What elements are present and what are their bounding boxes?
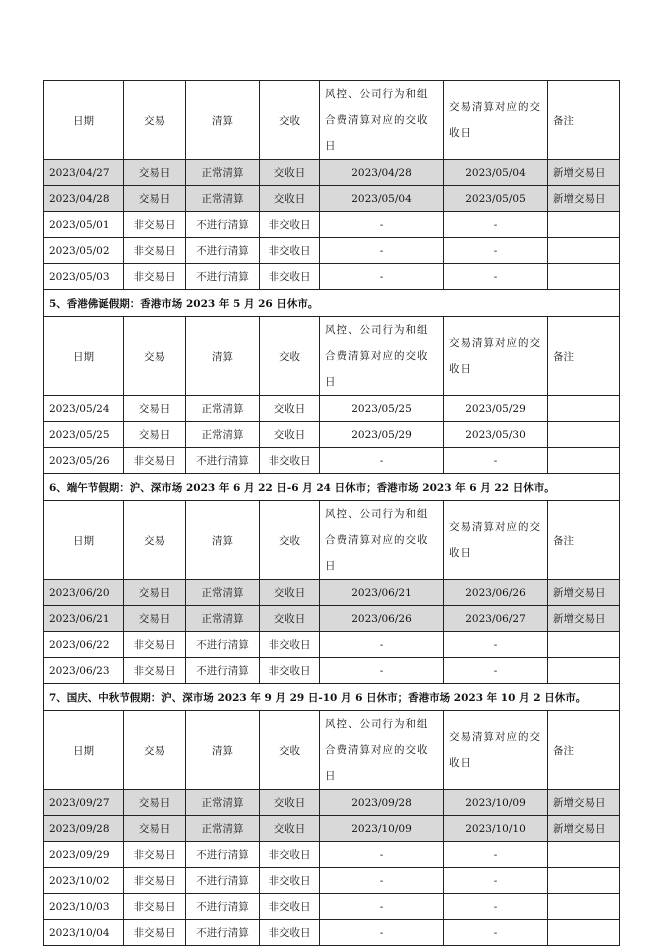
- cell-tradeclear: -: [444, 632, 548, 658]
- header-risk: 风控、公司行为和组合费清算对应的交收日: [320, 81, 444, 160]
- cell-tradeclear: 2023/05/05: [444, 186, 548, 212]
- cell-date: 2023/10/02: [44, 868, 124, 894]
- cell-settle: 交收日: [260, 606, 320, 632]
- cell-note: [548, 632, 620, 658]
- table-row: [44, 606, 620, 632]
- header-tradeclear: 交易清算对应的交收日: [444, 711, 548, 790]
- cell-risk: -: [320, 448, 444, 474]
- section-title-row: [44, 684, 620, 711]
- cell-trade: 交易日: [124, 160, 186, 186]
- header-note: 备注: [548, 317, 620, 396]
- cell-settle: 非交收日: [260, 238, 320, 264]
- cell-settle: 交收日: [260, 790, 320, 816]
- cell-tradeclear: -: [444, 658, 548, 684]
- cell-date: 2023/06/23: [44, 658, 124, 684]
- table-row: [44, 264, 620, 290]
- cell-tradeclear: 2023/06/27: [444, 606, 548, 632]
- section-title: 6、端午节假期：沪、深市场 2023 年 6 月 22 日-6 月 24 日休市；香港市场 2023 年 6 月 22 日休市。: [44, 474, 620, 501]
- header-clearing: 清算: [186, 317, 260, 396]
- header-row: [44, 317, 620, 396]
- cell-trade: 交易日: [124, 606, 186, 632]
- cell-settle: 非交收日: [260, 868, 320, 894]
- table-row: [44, 448, 620, 474]
- table-row: [44, 816, 620, 842]
- header-risk: 风控、公司行为和组合费清算对应的交收日: [320, 501, 444, 580]
- cell-note: 新增交易日: [548, 606, 620, 632]
- cell-note: [548, 868, 620, 894]
- cell-clearing: 正常清算: [186, 790, 260, 816]
- cell-trade: 非交易日: [124, 212, 186, 238]
- header-row: [44, 711, 620, 790]
- cell-clearing: 不进行清算: [186, 868, 260, 894]
- header-clearing: 清算: [186, 81, 260, 160]
- cell-date: 2023/04/28: [44, 186, 124, 212]
- cell-settle: 交收日: [260, 422, 320, 448]
- table-row: [44, 186, 620, 212]
- cell-clearing: 不进行清算: [186, 212, 260, 238]
- cell-date: 2023/05/01: [44, 212, 124, 238]
- cell-clearing: 不进行清算: [186, 920, 260, 946]
- cell-note: 新增交易日: [548, 816, 620, 842]
- cell-note: 新增交易日: [548, 790, 620, 816]
- cell-clearing: 正常清算: [186, 186, 260, 212]
- table-row: [44, 868, 620, 894]
- cell-trade: 非交易日: [124, 658, 186, 684]
- cell-risk: 2023/06/26: [320, 606, 444, 632]
- cell-note: [548, 422, 620, 448]
- cell-trade: 非交易日: [124, 894, 186, 920]
- cell-trade: 非交易日: [124, 264, 186, 290]
- cell-trade: 交易日: [124, 580, 186, 606]
- cell-settle: 交收日: [260, 396, 320, 422]
- header-date: 日期: [44, 317, 124, 396]
- cell-risk: -: [320, 238, 444, 264]
- cell-date: 2023/04/27: [44, 160, 124, 186]
- cell-note: [548, 920, 620, 946]
- cell-settle: 非交收日: [260, 658, 320, 684]
- cell-note: [548, 264, 620, 290]
- table-row: [44, 238, 620, 264]
- cell-risk: -: [320, 212, 444, 238]
- document-page: [43, 80, 619, 946]
- header-date: 日期: [44, 711, 124, 790]
- cell-note: [548, 658, 620, 684]
- cell-clearing: 不进行清算: [186, 632, 260, 658]
- cell-note: [548, 238, 620, 264]
- header-risk: 风控、公司行为和组合费清算对应的交收日: [320, 711, 444, 790]
- cell-date: 2023/05/25: [44, 422, 124, 448]
- cell-settle: 非交收日: [260, 212, 320, 238]
- header-tradeclear: 交易清算对应的交收日: [444, 317, 548, 396]
- cell-note: [548, 448, 620, 474]
- cell-trade: 非交易日: [124, 632, 186, 658]
- cell-clearing: 不进行清算: [186, 842, 260, 868]
- section-title-row: [44, 290, 620, 317]
- cell-risk: 2023/05/25: [320, 396, 444, 422]
- section-title: 5、香港佛诞假期：香港市场 2023 年 5 月 26 日休市。: [44, 290, 620, 317]
- cell-risk: 2023/09/28: [320, 790, 444, 816]
- cell-date: 2023/06/21: [44, 606, 124, 632]
- schedule-table-body: [44, 81, 620, 946]
- section-title: 7、国庆、中秋节假期：沪、深市场 2023 年 9 月 29 日-10 月 6 日休市；香港市场 2023 年 10 月 2 日休市。: [44, 684, 620, 711]
- cell-risk: -: [320, 894, 444, 920]
- cell-date: 2023/05/24: [44, 396, 124, 422]
- table-row: [44, 790, 620, 816]
- cell-date: 2023/05/03: [44, 264, 124, 290]
- cell-risk: 2023/05/29: [320, 422, 444, 448]
- cell-clearing: 不进行清算: [186, 264, 260, 290]
- header-trade: 交易: [124, 501, 186, 580]
- cell-clearing: 正常清算: [186, 422, 260, 448]
- cell-date: 2023/09/28: [44, 816, 124, 842]
- cell-date: 2023/06/20: [44, 580, 124, 606]
- cell-risk: 2023/06/21: [320, 580, 444, 606]
- cell-clearing: 不进行清算: [186, 894, 260, 920]
- cell-settle: 交收日: [260, 816, 320, 842]
- cell-tradeclear: -: [444, 212, 548, 238]
- table-row: [44, 396, 620, 422]
- cell-tradeclear: 2023/10/09: [444, 790, 548, 816]
- cell-date: 2023/05/26: [44, 448, 124, 474]
- cell-settle: 交收日: [260, 186, 320, 212]
- header-trade: 交易: [124, 711, 186, 790]
- header-settle: 交收: [260, 317, 320, 396]
- header-row: [44, 81, 620, 160]
- header-settle: 交收: [260, 501, 320, 580]
- cell-risk: -: [320, 842, 444, 868]
- header-trade: 交易: [124, 81, 186, 160]
- cell-trade: 交易日: [124, 186, 186, 212]
- cell-note: [548, 212, 620, 238]
- cell-trade: 交易日: [124, 396, 186, 422]
- cell-settle: 非交收日: [260, 920, 320, 946]
- cell-date: 2023/10/03: [44, 894, 124, 920]
- header-trade: 交易: [124, 317, 186, 396]
- cell-risk: -: [320, 868, 444, 894]
- cell-trade: 非交易日: [124, 238, 186, 264]
- cell-settle: 非交收日: [260, 632, 320, 658]
- cell-tradeclear: -: [444, 842, 548, 868]
- cell-clearing: 正常清算: [186, 580, 260, 606]
- cell-trade: 非交易日: [124, 448, 186, 474]
- cell-tradeclear: -: [444, 894, 548, 920]
- table-row: [44, 632, 620, 658]
- cell-risk: 2023/04/28: [320, 160, 444, 186]
- cell-trade: 非交易日: [124, 920, 186, 946]
- cell-clearing: 正常清算: [186, 396, 260, 422]
- cell-date: 2023/05/02: [44, 238, 124, 264]
- cell-note: [548, 396, 620, 422]
- cell-settle: 交收日: [260, 160, 320, 186]
- header-date: 日期: [44, 81, 124, 160]
- cell-note: 新增交易日: [548, 580, 620, 606]
- cell-clearing: 不进行清算: [186, 238, 260, 264]
- cell-risk: -: [320, 658, 444, 684]
- cell-settle: 非交收日: [260, 264, 320, 290]
- cell-note: [548, 842, 620, 868]
- table-row: [44, 422, 620, 448]
- cell-trade: 非交易日: [124, 868, 186, 894]
- header-note: 备注: [548, 81, 620, 160]
- cell-clearing: 正常清算: [186, 160, 260, 186]
- header-settle: 交收: [260, 711, 320, 790]
- cell-risk: 2023/10/09: [320, 816, 444, 842]
- cell-trade: 交易日: [124, 790, 186, 816]
- cell-note: [548, 894, 620, 920]
- cell-trade: 交易日: [124, 816, 186, 842]
- table-row: [44, 894, 620, 920]
- cell-risk: 2023/05/04: [320, 186, 444, 212]
- cell-tradeclear: 2023/05/29: [444, 396, 548, 422]
- table-row: [44, 920, 620, 946]
- header-tradeclear: 交易清算对应的交收日: [444, 81, 548, 160]
- header-note: 备注: [548, 711, 620, 790]
- cell-tradeclear: -: [444, 448, 548, 474]
- cell-trade: 交易日: [124, 422, 186, 448]
- cell-tradeclear: -: [444, 868, 548, 894]
- cell-settle: 交收日: [260, 580, 320, 606]
- holiday-schedule-table: [43, 80, 620, 946]
- cell-clearing: 不进行清算: [186, 658, 260, 684]
- cell-risk: -: [320, 264, 444, 290]
- cell-note: 新增交易日: [548, 160, 620, 186]
- header-note: 备注: [548, 501, 620, 580]
- section-title-row: [44, 474, 620, 501]
- cell-clearing: 正常清算: [186, 606, 260, 632]
- cell-date: 2023/09/27: [44, 790, 124, 816]
- table-row: [44, 580, 620, 606]
- header-tradeclear: 交易清算对应的交收日: [444, 501, 548, 580]
- header-row: [44, 501, 620, 580]
- header-clearing: 清算: [186, 711, 260, 790]
- cell-note: 新增交易日: [548, 186, 620, 212]
- table-row: [44, 842, 620, 868]
- table-row: [44, 658, 620, 684]
- header-risk: 风控、公司行为和组合费清算对应的交收日: [320, 317, 444, 396]
- cell-tradeclear: -: [444, 238, 548, 264]
- cell-risk: -: [320, 632, 444, 658]
- cell-tradeclear: -: [444, 264, 548, 290]
- cell-date: 2023/06/22: [44, 632, 124, 658]
- cell-tradeclear: 2023/05/04: [444, 160, 548, 186]
- cell-tradeclear: 2023/06/26: [444, 580, 548, 606]
- cell-tradeclear: -: [444, 920, 548, 946]
- header-date: 日期: [44, 501, 124, 580]
- header-settle: 交收: [260, 81, 320, 160]
- cell-trade: 非交易日: [124, 842, 186, 868]
- table-row: [44, 160, 620, 186]
- cell-date: 2023/09/29: [44, 842, 124, 868]
- cell-tradeclear: 2023/05/30: [444, 422, 548, 448]
- cell-settle: 非交收日: [260, 894, 320, 920]
- cell-settle: 非交收日: [260, 842, 320, 868]
- cell-tradeclear: 2023/10/10: [444, 816, 548, 842]
- cell-date: 2023/10/04: [44, 920, 124, 946]
- header-clearing: 清算: [186, 501, 260, 580]
- cell-clearing: 正常清算: [186, 816, 260, 842]
- cell-settle: 非交收日: [260, 448, 320, 474]
- cell-clearing: 不进行清算: [186, 448, 260, 474]
- cell-risk: -: [320, 920, 444, 946]
- table-row: [44, 212, 620, 238]
